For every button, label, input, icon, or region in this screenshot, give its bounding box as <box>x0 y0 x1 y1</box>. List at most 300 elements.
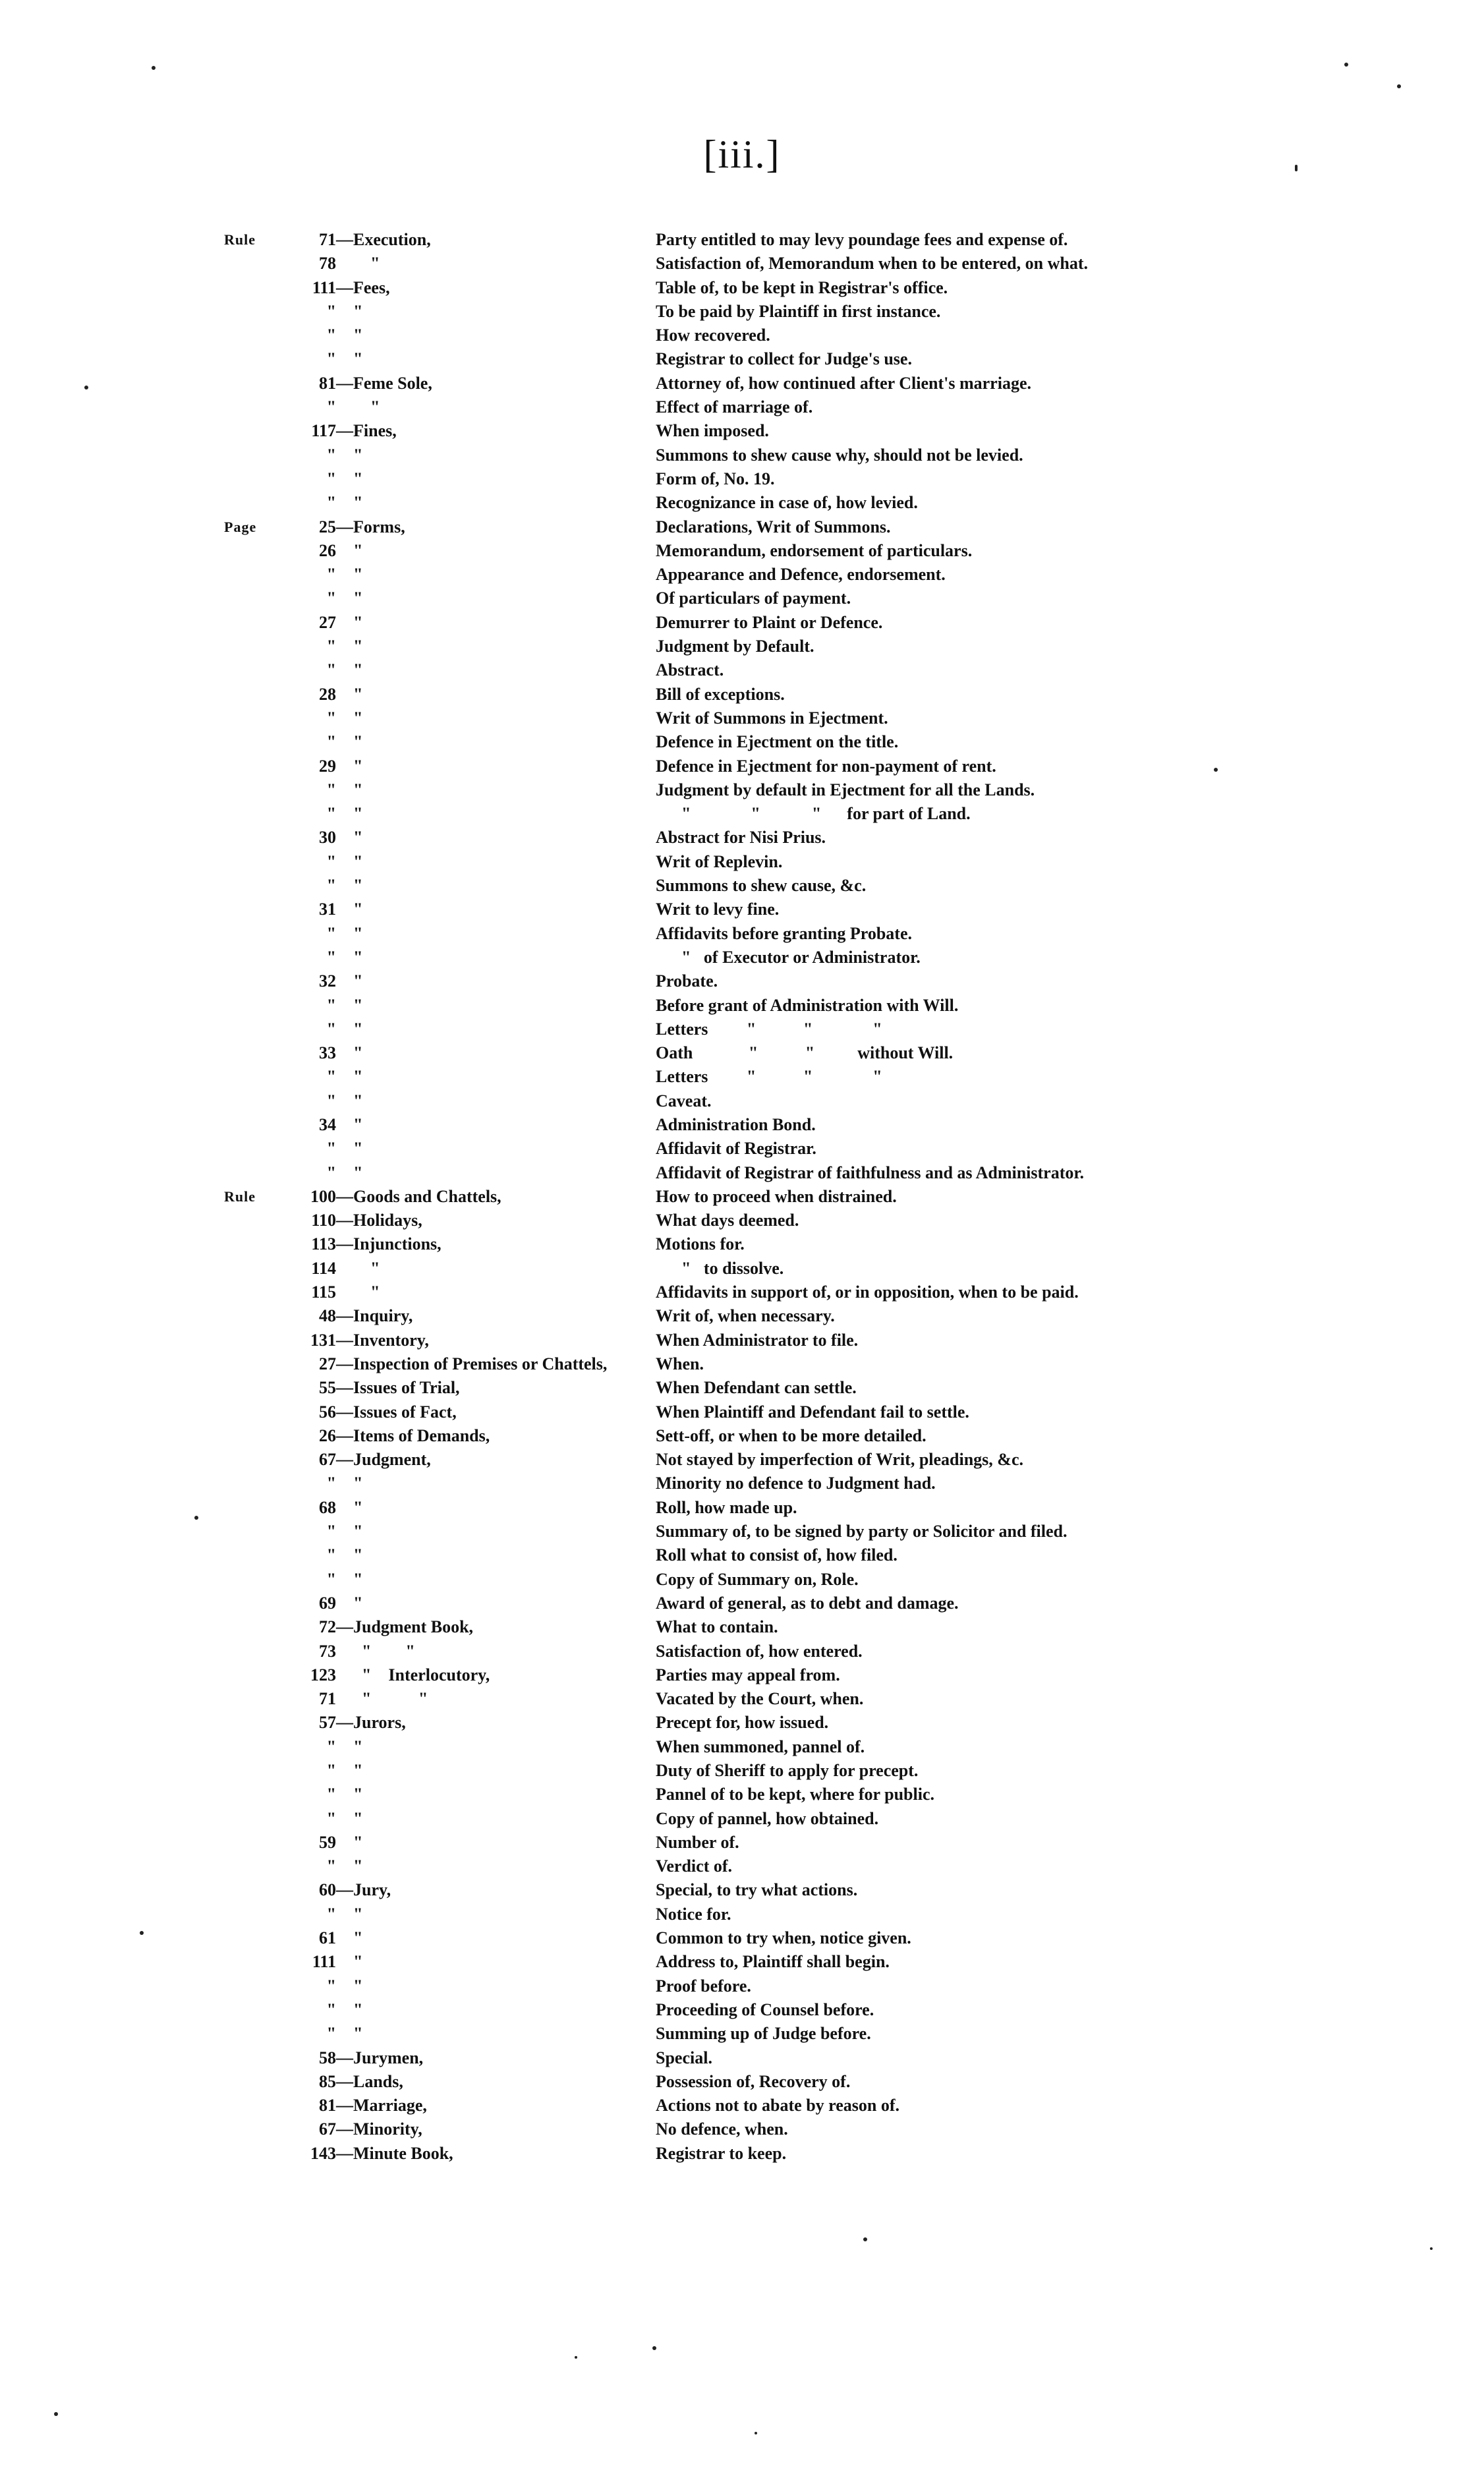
row-subject: " <box>336 589 363 608</box>
row-subject: " <box>336 1139 363 1159</box>
row-number: 34 <box>319 1114 336 1134</box>
index-row <box>0 300 1484 324</box>
row-number: " <box>326 923 336 943</box>
row-subject: —Marriage, <box>336 2096 427 2115</box>
index-row <box>0 1065 1484 1089</box>
row-number: 131 <box>310 1330 336 1350</box>
row-subject: " <box>336 1976 363 1996</box>
row-description: Table of, to be kept in Registrar's office. <box>656 277 948 297</box>
row-number: 81 <box>319 373 336 393</box>
row-number: " <box>326 1808 336 1828</box>
row-subject: " <box>336 756 363 776</box>
row-description: Writ of Replevin. <box>656 851 783 871</box>
index-row <box>0 1424 1484 1448</box>
row-subject: " <box>336 1904 363 1924</box>
index-row <box>0 1496 1484 1520</box>
row-description: Of particulars of payment. <box>656 589 851 608</box>
row-number: 71 <box>319 230 336 249</box>
row-subject: " <box>336 1282 380 1302</box>
row-description: Memorandum, endorsement of particulars. <box>656 540 973 560</box>
row-description: Probate. <box>656 971 718 991</box>
print-speck <box>194 1516 198 1520</box>
row-subject: —Lands, <box>336 2071 403 2091</box>
row-subject: " <box>336 900 363 919</box>
row-subject: " <box>336 1497 363 1517</box>
row-description: Letters " " " <box>656 1019 882 1039</box>
row-number: 110 <box>311 1211 336 1230</box>
row-subject: " <box>336 1545 363 1565</box>
index-row <box>0 1663 1484 1687</box>
row-number: 111 <box>312 277 336 297</box>
print-speck <box>575 2356 577 2359</box>
row-section-label: Rule <box>224 1188 256 1205</box>
row-subject: " <box>336 851 363 871</box>
index-row <box>0 1974 1484 1998</box>
row-number: 31 <box>319 900 336 919</box>
row-number: 81 <box>319 2096 336 2115</box>
row-description: Abstract. <box>656 660 724 680</box>
row-number: " <box>326 1785 336 1804</box>
row-subject: " <box>336 1091 363 1110</box>
row-description: Before grant of Administration with Will. <box>656 995 959 1015</box>
row-description: Defence in Ejectment on the title. <box>656 732 899 752</box>
index-row <box>0 874 1484 898</box>
index-row <box>0 347 1484 371</box>
row-description: Writ of Summons in Ejectment. <box>656 708 888 728</box>
row-number: 29 <box>319 756 336 776</box>
row-subject: —Fines, <box>336 421 397 441</box>
row-description: No defence, when. <box>656 2119 788 2139</box>
index-row <box>0 969 1484 993</box>
row-subject: " <box>336 995 363 1015</box>
row-subject: " <box>336 1163 363 1182</box>
row-subject: —Jurors, <box>336 1713 406 1733</box>
row-number: " <box>326 1067 336 1087</box>
row-subject: " <box>336 637 363 656</box>
row-subject: " <box>336 540 363 560</box>
row-description: Writ to levy fine. <box>656 900 780 919</box>
row-subject: " <box>336 1474 363 1493</box>
row-description: Affidavits before granting Probate. <box>656 923 912 943</box>
row-number: 25 <box>319 517 336 536</box>
row-subject: " <box>336 1928 363 1948</box>
row-number: " <box>326 1976 336 1996</box>
row-number: " <box>326 1474 336 1493</box>
row-subject: " <box>336 1808 363 1828</box>
row-subject: " <box>336 1999 363 2019</box>
index-row <box>0 1615 1484 1639</box>
index-row <box>0 1711 1484 1735</box>
row-description: Form of, No. 19. <box>656 469 775 488</box>
row-description: Oath " " without Will. <box>656 1043 954 1063</box>
row-section-label: Page <box>224 518 257 535</box>
row-number: " <box>326 493 336 513</box>
row-subject: —Items of Demands, <box>336 1425 490 1445</box>
row-subject: —Injunctions, <box>336 1234 442 1254</box>
row-description: Award of general, as to debt and damage. <box>656 1593 959 1613</box>
index-row <box>0 1448 1484 1472</box>
row-description: Sett-off, or when to be more detailed. <box>656 1425 927 1445</box>
row-description: Duty of Sheriff to apply for precept. <box>656 1761 919 1780</box>
index-row <box>0 467 1484 491</box>
row-number: 73 <box>319 1641 336 1661</box>
index-row <box>0 1400 1484 1424</box>
row-subject: " <box>336 445 363 465</box>
row-number: 27 <box>319 1354 336 1373</box>
index-row <box>0 1998 1484 2022</box>
row-number: " <box>326 1545 336 1565</box>
row-subject: " <box>336 1522 363 1541</box>
row-description: Judgment by default in Ejectment for all the Lands. <box>656 780 1035 799</box>
row-subject: —Holidays, <box>336 1211 422 1230</box>
row-subject: " <box>336 254 380 273</box>
print-speck <box>84 386 88 389</box>
row-number: " <box>326 589 336 608</box>
row-description: Registrar to collect for Judge's use. <box>656 349 912 369</box>
row-number: 33 <box>319 1043 336 1063</box>
index-row <box>0 1735 1484 1759</box>
row-description: " " " for part of Land. <box>656 804 971 824</box>
row-description: Writ of, when necessary. <box>656 1306 835 1326</box>
index-row <box>0 444 1484 467</box>
print-speck <box>1397 84 1401 88</box>
row-subject: " <box>336 493 363 513</box>
row-description: When summoned, pannel of. <box>656 1737 865 1756</box>
row-description: When imposed. <box>656 421 769 441</box>
index-row <box>0 228 1484 252</box>
row-description: Satisfaction of, Memorandum when to be entered, on what. <box>656 254 1088 273</box>
index-row <box>0 539 1484 563</box>
index-row <box>0 1759 1484 1783</box>
row-description: " to dissolve. <box>656 1258 784 1278</box>
index-row <box>0 1472 1484 1495</box>
row-number: 58 <box>319 2048 336 2067</box>
print-speck <box>140 1931 144 1935</box>
row-number: 30 <box>319 828 336 848</box>
row-subject: " <box>336 684 363 704</box>
row-description: Declarations, Writ of Summons. <box>656 517 891 536</box>
row-description: Summons to shew cause why, should not be levied. <box>656 445 1023 465</box>
row-description: Satisfaction of, how entered. <box>656 1641 863 1661</box>
print-speck <box>1214 768 1218 772</box>
row-subject: " <box>336 1856 363 1876</box>
row-description: Party entitled to may levy poundage fees and expense of. <box>656 230 1068 249</box>
row-number: " <box>326 876 336 896</box>
index-row <box>0 2094 1484 2117</box>
row-number: 85 <box>319 2071 336 2091</box>
row-subject: " <box>336 1737 363 1756</box>
row-number: 114 <box>311 1258 336 1278</box>
row-subject: —Jurymen, <box>336 2048 424 2067</box>
row-number: 100 <box>310 1186 336 1206</box>
row-subject: " <box>336 708 363 728</box>
row-number: " <box>326 326 336 345</box>
row-number: " <box>326 851 336 871</box>
page-number: [iii.] <box>703 132 781 176</box>
index-row <box>0 1950 1484 1974</box>
row-number: 143 <box>310 2143 336 2163</box>
index-row <box>0 372 1484 395</box>
row-subject: " <box>336 1952 363 1972</box>
row-description: To be paid by Plaintiff in first instance. <box>656 301 941 321</box>
row-number: " <box>326 349 336 369</box>
row-number: " <box>326 660 336 680</box>
row-subject: —Execution, <box>336 230 431 249</box>
row-description: Appearance and Defence, endorsement. <box>656 565 946 585</box>
index-row <box>0 1257 1484 1280</box>
row-number: " <box>326 1163 336 1182</box>
row-section-label: Rule <box>224 231 256 248</box>
print-speck <box>54 2412 58 2416</box>
row-description: Demurrer to Plaint or Defence. <box>656 612 883 632</box>
index-row <box>0 850 1484 874</box>
row-description: Copy of Summary on, Role. <box>656 1569 859 1589</box>
index-row <box>0 1113 1484 1137</box>
row-subject: " <box>336 876 363 896</box>
index-row <box>0 1232 1484 1256</box>
row-description: How recovered. <box>656 326 770 345</box>
index-row <box>0 1137 1484 1161</box>
row-description: Roll what to consist of, how filed. <box>656 1545 898 1565</box>
row-subject: —Forms, <box>336 517 405 536</box>
row-number: " <box>326 1999 336 2019</box>
row-description: Actions not to abate by reason of. <box>656 2096 900 2115</box>
index-row <box>0 2046 1484 2070</box>
row-description: Defence in Ejectment for non-payment of rent. <box>656 756 996 776</box>
row-description: Recognizance in case of, how levied. <box>656 493 918 513</box>
row-description: Copy of pannel, how obtained. <box>656 1808 879 1828</box>
row-subject: " <box>336 469 363 488</box>
row-subject: —Jury, <box>336 1880 391 1900</box>
index-row <box>0 1592 1484 1615</box>
row-description: Minority no defence to Judgment had. <box>656 1474 936 1493</box>
index-row <box>0 658 1484 682</box>
row-description: Judgment by Default. <box>656 637 814 656</box>
row-number: 32 <box>319 971 336 991</box>
row-subject: " <box>336 1785 363 1804</box>
row-number: 61 <box>319 1928 336 1948</box>
row-subject: —Goods and Chattels, <box>336 1186 501 1206</box>
row-description: Administration Bond. <box>656 1114 816 1134</box>
index-row <box>0 1831 1484 1855</box>
row-subject: " <box>336 1019 363 1039</box>
row-number: " <box>326 1761 336 1780</box>
index-row <box>0 563 1484 587</box>
row-subject: " <box>336 660 363 680</box>
row-number: 26 <box>319 1425 336 1445</box>
row-description: Possession of, Recovery of. <box>656 2071 851 2091</box>
index-row <box>0 706 1484 730</box>
index-row <box>0 1568 1484 1592</box>
row-description: Vacated by the Court, when. <box>656 1689 864 1709</box>
row-number: " <box>326 995 336 1015</box>
row-number: 56 <box>319 1402 336 1422</box>
row-number: " <box>326 301 336 321</box>
row-number: " <box>326 1737 336 1756</box>
row-description: When Defendant can settle. <box>656 1378 857 1398</box>
row-number: " <box>326 1904 336 1924</box>
row-number: " <box>326 708 336 728</box>
row-subject: —Feme Sole, <box>336 373 432 393</box>
row-description: What days deemed. <box>656 1211 799 1230</box>
row-description: Proof before. <box>656 1976 751 1996</box>
print-speck <box>755 2432 757 2434</box>
row-number: 113 <box>311 1234 336 1254</box>
index-row <box>0 2142 1484 2166</box>
index-row <box>0 635 1484 658</box>
row-subject: —Inquiry, <box>336 1306 413 1326</box>
index-row <box>0 1280 1484 1304</box>
row-subject: " <box>336 349 363 369</box>
row-number: " <box>326 445 336 465</box>
index-row <box>0 252 1484 275</box>
row-subject: " <box>336 923 363 943</box>
row-subject: " <box>336 828 363 848</box>
index-row <box>0 1783 1484 1806</box>
row-description: Abstract for Nisi Prius. <box>656 828 826 848</box>
index-row <box>0 1304 1484 1328</box>
row-description: Parties may appeal from. <box>656 1665 840 1684</box>
row-description: Number of. <box>656 1832 739 1852</box>
row-subject: " Interlocutory, <box>336 1665 490 1684</box>
row-description: When. <box>656 1354 704 1373</box>
row-number: 48 <box>319 1306 336 1326</box>
row-description: What to contain. <box>656 1617 778 1637</box>
index-row <box>0 1018 1484 1041</box>
row-subject: —Inspection of Premises or Chattels, <box>336 1354 608 1373</box>
row-subject: —Issues of Trial, <box>336 1378 460 1398</box>
row-subject: " <box>336 780 363 799</box>
index-row <box>0 2022 1484 2046</box>
row-subject: " <box>336 397 380 417</box>
index-row <box>0 419 1484 443</box>
row-subject: " <box>336 1569 363 1589</box>
row-description: Attorney of, how continued after Client's marriage. <box>656 373 1031 393</box>
index-row <box>0 1161 1484 1185</box>
row-number: " <box>326 1019 336 1039</box>
row-subject: " " <box>336 1641 415 1661</box>
index-row <box>0 1185 1484 1209</box>
index-row <box>0 2117 1484 2141</box>
index-row <box>0 1687 1484 1711</box>
index-row <box>0 1903 1484 1926</box>
row-description: Special. <box>656 2048 712 2067</box>
row-subject: " <box>336 326 363 345</box>
row-number: " <box>326 637 336 656</box>
index-row <box>0 1329 1484 1352</box>
row-number: 78 <box>319 254 336 273</box>
index-row <box>0 802 1484 826</box>
index-row <box>0 1089 1484 1113</box>
index-row <box>0 730 1484 754</box>
row-subject: " <box>336 1593 363 1613</box>
row-number: " <box>326 565 336 585</box>
row-description: Common to try when, notice given. <box>656 1928 911 1948</box>
row-description: Bill of exceptions. <box>656 684 785 704</box>
row-description: Registrar to keep. <box>656 2143 787 2163</box>
index-row <box>0 946 1484 969</box>
print-speck <box>1344 63 1348 67</box>
row-number: " <box>326 804 336 824</box>
row-description: Proceeding of Counsel before. <box>656 1999 874 2019</box>
index-list <box>0 228 1484 2166</box>
row-number: 72 <box>319 1617 336 1637</box>
row-description: Caveat. <box>656 1091 712 1110</box>
index-row <box>0 826 1484 849</box>
row-description: Roll, how made up. <box>656 1497 797 1517</box>
row-description: Affidavits in support of, or in opposition, when to be paid. <box>656 1282 1079 1302</box>
row-number: " <box>326 1569 336 1589</box>
index-row <box>0 587 1484 610</box>
row-description: Not stayed by imperfection of Writ, pleadings, &c. <box>656 1450 1023 1470</box>
index-row <box>0 1807 1484 1831</box>
row-number: 59 <box>319 1832 336 1852</box>
row-subject: " <box>336 1832 363 1852</box>
row-subject: " " <box>336 1689 428 1709</box>
row-description: When Plaintiff and Defendant fail to settle. <box>656 1402 969 1422</box>
row-number: 123 <box>310 1665 336 1684</box>
row-number: 71 <box>319 1689 336 1709</box>
row-subject: " <box>336 1258 380 1278</box>
row-subject: " <box>336 1067 363 1087</box>
row-number: 57 <box>319 1713 336 1733</box>
row-description: Motions for. <box>656 1234 745 1254</box>
row-number: " <box>326 469 336 488</box>
row-number: 55 <box>319 1378 336 1398</box>
row-subject: —Minority, <box>336 2119 422 2139</box>
row-number: 111 <box>312 1952 336 1972</box>
row-number: 27 <box>319 612 336 632</box>
row-number: " <box>326 397 336 417</box>
row-description: Pannel of to be kept, where for public. <box>656 1785 934 1804</box>
index-row <box>0 276 1484 300</box>
row-subject: " <box>336 301 363 321</box>
row-number: 117 <box>311 421 336 441</box>
index-row <box>0 1209 1484 1232</box>
row-subject: " <box>336 804 363 824</box>
row-description: Summons to shew cause, &c. <box>656 876 867 896</box>
row-description: When Administrator to file. <box>656 1330 859 1350</box>
row-number: 26 <box>319 540 336 560</box>
row-number: " <box>326 732 336 752</box>
row-number: " <box>326 1139 336 1159</box>
index-row <box>0 994 1484 1018</box>
row-description: Affidavit of Registrar of faithfulness and as Administrator. <box>656 1163 1085 1182</box>
row-subject: —Judgment Book, <box>336 1617 474 1637</box>
print-speck <box>652 2346 656 2350</box>
index-row <box>0 395 1484 419</box>
row-number: " <box>326 780 336 799</box>
row-description: Summing up of Judge before. <box>656 2024 871 2044</box>
row-description: Special, to try what actions. <box>656 1880 858 1900</box>
row-subject: —Judgment, <box>336 1450 431 1470</box>
index-row <box>0 2070 1484 2094</box>
row-number: " <box>326 2024 336 2044</box>
index-row <box>0 491 1484 515</box>
row-subject: —Issues of Fact, <box>336 1402 457 1422</box>
row-description: " of Executor or Administrator. <box>656 947 921 967</box>
row-description: Verdict of. <box>656 1856 733 1876</box>
print-speck <box>863 2237 867 2241</box>
row-subject: —Inventory, <box>336 1330 429 1350</box>
row-subject: " <box>336 947 363 967</box>
row-description: Effect of marriage of. <box>656 397 813 417</box>
index-row <box>0 898 1484 921</box>
row-number: 60 <box>319 1880 336 1900</box>
print-speck <box>1430 2247 1433 2250</box>
index-row <box>0 1520 1484 1543</box>
index-row <box>0 1041 1484 1065</box>
